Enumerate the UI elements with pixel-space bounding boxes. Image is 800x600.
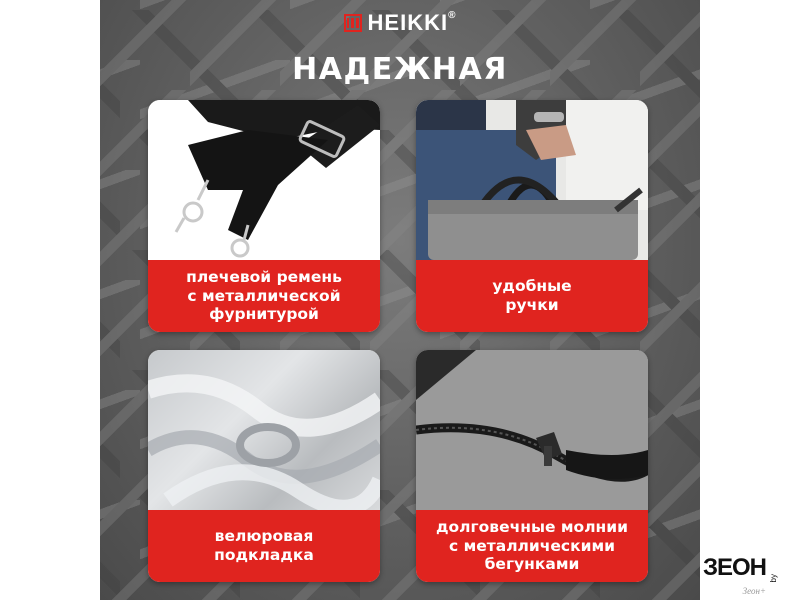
velour-fabric-icon (148, 350, 380, 510)
card-caption: велюровая подкладка (148, 510, 380, 582)
feature-card-zippers (416, 350, 648, 582)
handles-photo (416, 100, 648, 260)
strap-photo (148, 100, 380, 260)
feature-card-lining (148, 350, 380, 582)
store-watermark (703, 554, 778, 582)
product-poster (100, 0, 700, 600)
bag-handles-icon (416, 100, 648, 260)
lining-photo (148, 350, 380, 510)
store-signature: Зеон+ (742, 586, 766, 596)
brand-header (100, 10, 700, 36)
card-caption: долговечные молнии с металлическими бегунками (416, 510, 648, 582)
headline: НАДЕЖНАЯ (292, 52, 508, 87)
zipper-icon (416, 350, 648, 510)
brand-mark-icon (344, 14, 362, 32)
zipper-photo (416, 350, 648, 510)
card-caption: удобные ручки (416, 260, 648, 332)
feature-card-strap (148, 100, 380, 332)
store-logo-text: ЗЕОН (702, 554, 766, 581)
strap-with-hooks-icon (148, 100, 380, 260)
feature-card-handles (416, 100, 648, 332)
brand-name: HEIKKI® (367, 10, 457, 35)
card-caption: плечевой ремень с металлической фурнитурой (148, 260, 380, 332)
brand-logo (344, 10, 457, 36)
store-logo-suffix: by (769, 573, 778, 582)
